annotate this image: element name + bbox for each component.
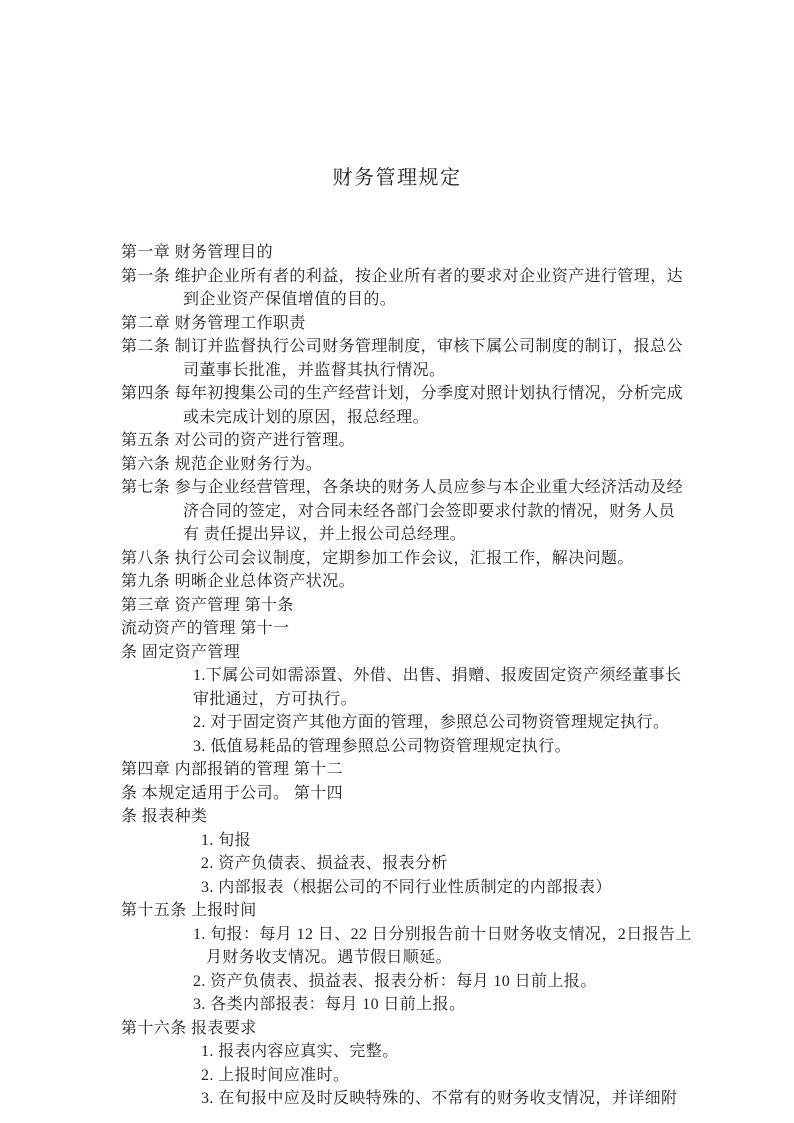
document-body	[121, 241, 692, 1111]
text-line: 3. 在旬报中应及时反映特殊的、不常有的财务收支情况，并详细附	[201, 1090, 678, 1107]
text-line: 第一条 维护企业所有者的利益，按企业所有者的要求对企业资产进行管理，达	[121, 267, 684, 285]
text-line: 审批通过，方可执行。	[193, 690, 358, 708]
text-line: 1.下属公司如需添置、外借、出售、捐赠、报废固定资产须经董事长	[193, 667, 682, 684]
text-line: 第二章 财务管理工作职责	[121, 314, 306, 332]
text-line: 到企业资产保值增值的目的。	[183, 291, 397, 308]
text-line: 3. 低值易耗品的管理参照总公司物资管理规定执行。	[193, 737, 572, 755]
text-line: 2. 资产负债表、损益表、报表分析	[201, 855, 448, 872]
text-line: 月财务收支情况。遇节假日顺延。	[206, 949, 453, 966]
text-line: 第八条 执行公司会议制度，定期参加工作会议，汇报工作，解决问题。	[121, 549, 634, 567]
text-line: 第七条 参与企业经营管理，各条块的财务人员应参与本企业重大经济活动及经	[121, 479, 684, 496]
text-line: 条 固定资产管理	[121, 643, 241, 661]
text-line: 第二条 制订并监督执行公司财务管理制度，审核下属公司制度的制订，报总公	[121, 338, 684, 355]
page-title: 财务管理规定	[332, 167, 462, 189]
text-line: 1. 旬报	[201, 831, 252, 849]
text-line: 第五条 对公司的资产进行管理。	[121, 432, 356, 449]
text-line: 有 责任提出异议，并上报公司总经理。	[183, 526, 467, 543]
text-line: 或未完成计划的原因，报总经理。	[183, 408, 430, 426]
text-line: 第九条 明晰企业总体资产状况。	[121, 573, 356, 590]
text-line: 流动资产的管理 第十一	[121, 620, 290, 637]
text-line: 第十五条 上报时间	[121, 902, 257, 919]
text-line: 第三章 资产管理 第十条	[121, 596, 294, 614]
text-line: 第四条 每年初搜集公司的生产经营计划，分季度对照计划执行情况，分析完成	[121, 385, 684, 402]
text-line: 2. 上报时间应准时。	[201, 1066, 350, 1084]
text-line: 3. 内部报表（根据公司的不同行业性质制定的内部报表）	[201, 878, 612, 896]
text-line: 3. 各类内部报表：每月 10 日前上报。	[193, 996, 466, 1013]
text-line: 第六条 规范企业财务行为。	[121, 455, 323, 473]
text-line: 2. 资产负债表、损益表、报表分析：每月 10 日前上报。	[193, 972, 597, 990]
text-line: 第一章 财务管理目的	[121, 244, 274, 261]
text-line: 济合同的签定，对合同未经各部门会签即要求付款的情况，财务人员	[183, 502, 676, 520]
text-line: 条 本规定适用于公司。 第十四	[121, 784, 344, 802]
text-line: 第四章 内部报销的管理 第十二	[121, 761, 344, 778]
text-line: 条 报表种类	[121, 808, 208, 825]
text-line: 第十六条 报表要求	[121, 1019, 257, 1037]
text-line: 司董事长批准，并监督其执行情况。	[183, 361, 446, 379]
text-line: 1. 旬报：每月 12 日、22 日分别报告前十日财务收支情况，2日报告上	[193, 925, 692, 943]
text-line: 2. 对于固定资产其他方面的管理，参照总公司物资管理规定执行。	[193, 714, 670, 731]
text-line: 1. 报表内容应真实、完整。	[201, 1043, 399, 1060]
